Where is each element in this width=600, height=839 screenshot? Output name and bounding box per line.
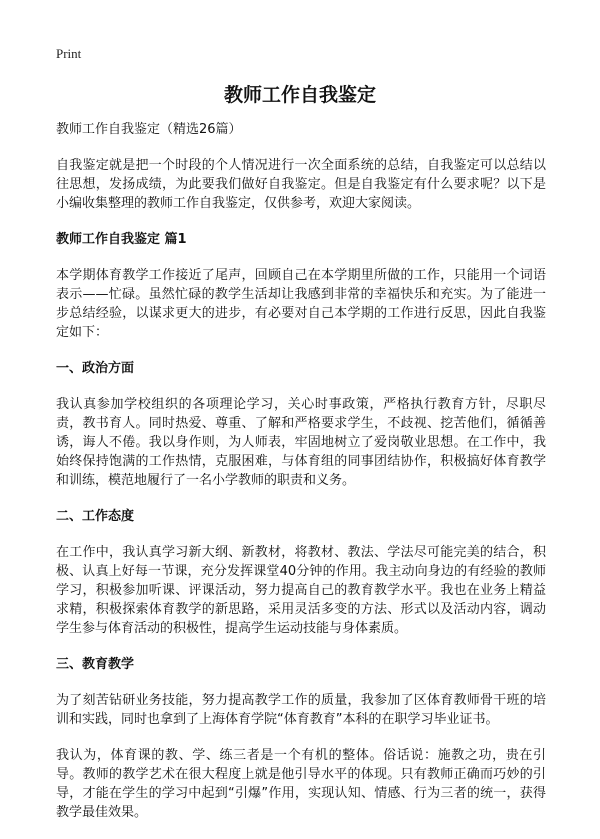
print-link[interactable]: Print — [56, 46, 82, 61]
section-paragraph: 在工作中，我认真学习新大纲、新教材，将教材、教法、学法尽可能完美的结合，积极、认真上好每一节课，充分发挥课堂40分钟的作用。我主动向身边的有经验的教师学习，积极参加听课、评课活动，努力提高自己的教育教学水平。我也在业务上精益求精，积极探索体育教学的新思路，采用灵活多变的方法、形式以及活动内容，调动学生参与体育活动的积极性，提高学生运动技能与身体素质。 — [56, 545, 546, 636]
section-paragraph: 为了刻苦钻研业务技能，努力提高教学工作的质量，我参加了区体育教师骨干班的培训和实践，同时也拿到了上海体育学院“体育教育”本科的在职学习毕业证书。 — [56, 693, 546, 727]
intro-paragraph: 自我鉴定就是把一个时段的个人情况进行一次全面系统的总结，自我鉴定可以总结以往思想，发扬成绩，为此要我们做好自我鉴定。但是自我鉴定有什么要求呢？以下是小编收集整理的教师工作自我鉴定，仅供参考，欢迎大家阅读。 — [56, 158, 546, 211]
document-title: 教师工作自我鉴定 — [223, 84, 376, 106]
document-subtitle: 教师工作自我鉴定（精选26篇） — [56, 122, 242, 137]
article-heading: 教师工作自我鉴定 篇1 — [56, 232, 187, 247]
section-heading-attitude: 二、工作态度 — [56, 509, 135, 524]
section-paragraph: 我认为，体育课的教、学、练三者是一个有机的整体。俗话说：施教之功，贵在引导。教师的教学艺术在很大程度上就是他引导水平的体现。只有教师正确而巧妙的引导，才能在学生的学习中起到“引爆”作用，实现认知、情感、行为三者的统一，获得教学最佳效果。 — [56, 748, 546, 820]
section-heading-teaching: 三、教育教学 — [56, 657, 135, 672]
article-intro-paragraph: 本学期体育教学工作接近了尾声，回顾自己在本学期里所做的工作，只能用一个词语表示——忙碌。虽然忙碌的教学生活却让我感到非常的幸福快乐和充实。为了能进一步总结经验，以谋求更大的进步，有必要对自己本学期的工作进行反思，因此自我鉴定如下： — [56, 268, 546, 340]
section-heading-politics: 一、政治方面 — [56, 361, 135, 376]
document-body — [56, 120, 546, 839]
section-paragraph: 我认真参加学校组织的各项理论学习，关心时事政策，严格执行教育方针，尽职尽责，教书育人。同时热爱、尊重、了解和严格要求学生，不歧视、挖苦他们，循循善诱，诲人不倦。我以身作则，为人师表，牢固地树立了爱岗敬业思想。在工作中，我始终保持饱满的工作热情，克服困难，与体育组的同事团结协作，积极搞好体育教学和训练，模范地履行了一名小学教师的职责和义务。 — [56, 397, 546, 488]
